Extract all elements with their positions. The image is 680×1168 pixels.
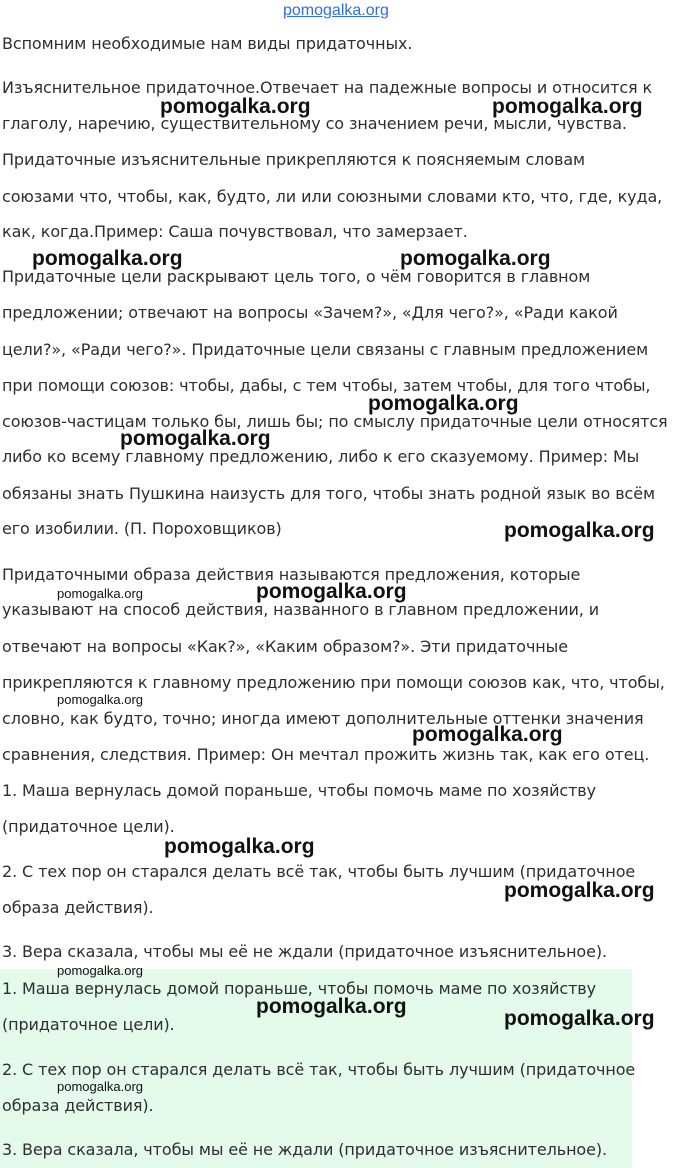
text-line: цели?», «Ради чего?». Придаточные цели связаны с главным предложением: [2, 340, 649, 359]
text-line: союзов-частицам только бы, лишь бы; по смыслу придаточные цели относятся: [2, 412, 668, 431]
watermark-header: pomogalka.org: [283, 2, 389, 19]
watermark: pomogalka.org: [256, 995, 407, 1018]
watermark: pomogalka.org: [400, 247, 551, 270]
text-line: образа действия).: [2, 1096, 154, 1115]
watermark: pomogalka.org: [57, 1079, 143, 1094]
text-line: 1. Маша вернулась домой пораньше, чтобы помочь маме по хозяйству: [2, 979, 596, 998]
watermark: pomogalka.org: [504, 519, 655, 542]
watermark: pomogalka.org: [504, 879, 655, 902]
text-line: словно, как будто, точно; иногда имеют дополнительные оттенки значения: [2, 709, 644, 728]
text-line: прикрепляются к главному предложению при помощи союзов как, что, чтобы,: [2, 673, 665, 692]
watermark: pomogalka.org: [32, 247, 183, 270]
text-line: 2. С тех пор он старался делать всё так, чтобы быть лучшим (придаточное: [2, 1060, 636, 1079]
text-line: Изъяснительное придаточное.Отвечает на падежные вопросы и относится к: [2, 78, 653, 97]
watermark: pomogalka.org: [504, 1007, 655, 1030]
text-line: (придаточное цели).: [2, 1015, 175, 1034]
text-line: союзами что, чтобы, как, будто, ли или союзными словами кто, что, где, куда,: [2, 187, 663, 206]
text-line: предложении; отвечают на вопросы «Зачем?», «Для чего?», «Ради какой: [2, 303, 618, 322]
watermark: pomogalka.org: [412, 723, 563, 746]
text-line: (придаточное цели).: [2, 817, 175, 836]
watermark: pomogalka.org: [57, 692, 143, 707]
text-line: 2. С тех пор он старался делать всё так, чтобы быть лучшим (придаточное: [2, 862, 636, 881]
watermark: pomogalka.org: [492, 95, 643, 118]
text-line: либо ко всему главному предложению, либо к его сказуемому. Пример: Мы: [2, 447, 640, 466]
text-line: отвечают на вопросы «Как?», «Каким образом?». Эти придаточные: [2, 637, 568, 656]
watermark: pomogalka.org: [256, 580, 407, 603]
watermark: pomogalka.org: [368, 392, 519, 415]
text-line: Придаточными образа действия называются предложения, которые: [2, 565, 581, 584]
text-line: образа действия).: [2, 898, 154, 917]
text-line: указывают на способ действия, названного в главном предложении, и: [2, 600, 600, 619]
text-line: при помощи союзов: чтобы, дабы, с тем чтобы, затем чтобы, для того чтобы,: [2, 376, 651, 395]
watermark: pomogalka.org: [164, 835, 315, 858]
text-line: Придаточные изъяснительные прикрепляются к поясняемым словам: [2, 150, 585, 169]
text-line: его изобилии. (П. Пороховщиков): [2, 519, 282, 538]
watermark: pomogalka.org: [57, 586, 143, 601]
text-line: как, когда.Пример: Саша почувствовал, что замерзает.: [2, 222, 468, 241]
text-line: 3. Вера сказала, чтобы мы её не ждали (придаточное изъяснительное).: [2, 942, 607, 961]
watermark: pomogalka.org: [120, 427, 271, 450]
text-line: Придаточные цели раскрывают цель того, о чём говорится в главном: [2, 267, 591, 286]
text-line: глаголу, наречию, существительному со значением речи, мысли, чувства.: [2, 114, 627, 133]
watermark: pomogalka.org: [160, 95, 311, 118]
text-line: сравнения, следствия. Пример: Он мечтал прожить жизнь так, как его отец.: [2, 745, 650, 764]
text-line: обязаны знать Пушкина наизусть для того, чтобы знать родной язык во всём: [2, 484, 655, 503]
watermark: pomogalka.org: [57, 963, 143, 978]
text-line: Вспомним необходимые нам виды придаточных.: [2, 34, 413, 53]
text-line: 3. Вера сказала, чтобы мы её не ждали (придаточное изъяснительное).: [2, 1140, 607, 1159]
text-line: 1. Маша вернулась домой пораньше, чтобы помочь маме по хозяйству: [2, 781, 596, 800]
